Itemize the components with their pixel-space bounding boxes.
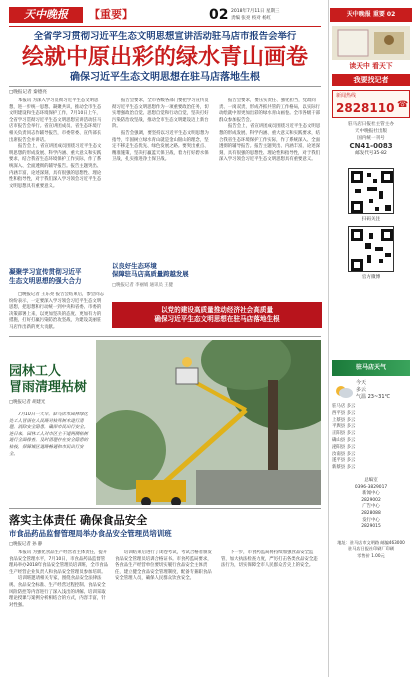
lead-paragraph: 本报讯 为深入学习贯彻习近平生态文明思想，进一步统一思想、凝聚共识，推动全市生态文明建设和生态环境保护工作，7月10日上午，全省学习贯彻习近平生态文明思想宣讲活动驻马店市报告会举行。省宣讲团成员、省生态环境厅相关负责同志作辅导报告，市委常委、宣传部长出席报告会并讲话。 <box>9 98 102 143</box>
price: 零售价 1.00元 <box>357 552 385 558</box>
feature-headline-line-2: 冒雨清理枯树 <box>9 380 88 395</box>
qr-code-1-icon[interactable] <box>348 168 394 214</box>
print-info: 驻马店日报社印刷厂印刷 <box>347 546 395 552</box>
weather-temp: 气温 23~31℃ <box>356 394 391 400</box>
bottom-byline: □晚报记者 孙 静 <box>9 542 43 547</box>
bottom-paragraph: 下一步，市食药监局将持续加强食品安全监管，加大执法检查力度，严厉打击各类食品安全违法行为，切实保障全市人民群众舌尖上的安全。 <box>221 550 318 569</box>
cn-label: 国内统一刊号 <box>357 135 385 141</box>
bottom-paragraph: 本报讯 为强化食品生产经营者主体责任，提升食品安全管理水平，7月10日，市食品药品监督管理局举办2018年食品安全管理员培训班，全市食品生产经营企业负责人和食品安全管理员参加培训。 <box>9 550 108 575</box>
weather-row: 泌阳县 多云 <box>332 444 356 450</box>
feature-byline: □晚报记者 胡建光 <box>9 400 46 405</box>
weather-desc: 多云 <box>356 387 367 393</box>
paper-info <box>332 122 410 158</box>
lead-column-1 <box>9 98 105 264</box>
hotline-box <box>332 90 410 118</box>
contact-value: 0396-3829017 <box>354 484 388 490</box>
weather-today <box>356 380 410 401</box>
feature-headline-line-1: 园林工人 <box>9 364 62 379</box>
sidebar-ad-image <box>332 26 410 60</box>
lead-column-3 <box>219 98 321 332</box>
phone-icon: ☎ <box>397 100 409 110</box>
lead-paragraph: 报告会上，省宣讲团成员围绕习近平生态文明思想的形成发展、科学内涵、重大意义和实践要求，结合我省生态环境保护工作实际，作了系统深入、全面透彻的辅导报告。报告主题突出、内涵丰富，论述深刻，具有很强的思想性、理论性和指导性，对于我们深入学习领会习近平生态文明思想具有重要意义。 <box>219 124 321 163</box>
weather-row: 西平县 多云 <box>332 410 356 416</box>
bottom-divider <box>9 508 321 509</box>
lead-paragraph: 报告会强调，要坚持以习近平生态文明思想为指导，牢固树立绿水青山就是金山银山的理念，坚定不移走生态优先、绿色发展之路。要突出重点、精准施策，坚决打赢蓝天保卫战，着力打好碧水保卫战，扎实推进净土保卫战。 <box>112 130 209 163</box>
sidebar-footer <box>332 540 410 559</box>
qr-1-label: 扫码关注 <box>361 217 381 222</box>
lead-byline: □晚报记者 秦德亮 <box>9 90 47 95</box>
bottom-column-2 <box>115 550 215 670</box>
weather-row: 正阳县 多云 <box>332 431 356 437</box>
date-line <box>231 8 321 22</box>
masthead-rule <box>9 26 321 27</box>
lead-paragraph: 报告会上，省宣讲团成员围绕习近平生态文明思想的形成发展、科学内涵、重大意义和实践要求，结合我省生态环境保护工作实际，作了系统深入、全面透彻的辅导报告。报告主题突出、内涵丰富，论述深刻，具有很强的思想性、理论性和指导性，对于我们深入学习领会习近平生态文明思想具有重要意义。 <box>9 144 102 189</box>
tree-cutting-photo-icon <box>96 340 321 505</box>
newspaper-logo: 天中晚报 <box>9 7 83 23</box>
bottom-subhead: 市食品药品监督管理局举办食品安全管理员培训班 <box>9 529 172 538</box>
lead-paragraph: 报告会要求，全市各级各部门要把学习宣传贯彻习近平生态文明思想作为一项重要政治任务，切实增强政治自觉、思想自觉和行动自觉，坚决打好污染防治攻坚战，推动全市生态文明建设迈上新台阶。 <box>112 98 209 130</box>
hotline-label: 新闻热线 <box>336 93 357 99</box>
slogan-line-1: 以党的建设高质量推动经济社会高质量 <box>160 306 274 314</box>
lead-box-byline: □晚报记者 李丽娟 通讯员 王健 <box>112 283 174 288</box>
cn-code: CN41-0083 <box>349 142 393 151</box>
lead-subhead: 确保习近平生态文明思想在驻马店落地生根 <box>70 72 260 83</box>
section-tag: 【重要】 <box>89 8 133 21</box>
weather-header: 驻马店天气 <box>332 360 410 376</box>
cloud-icon <box>334 380 354 400</box>
weather-day: 今天 <box>356 380 367 386</box>
bottom-headline: 落实主体责任 确保食品安全 <box>9 514 148 527</box>
page-number: 02 <box>209 7 229 23</box>
lead-kicker: 全省学习贯彻习近平生态文明思想宣讲活动驻马店市报告会举行 <box>33 31 297 42</box>
sidebar-banner: 我要找记者 <box>332 74 410 86</box>
lead-box-heading: 以良好生态环境 保障驻马店高质量跨越发展 <box>112 262 189 278</box>
contact-label: 新闻中心 <box>362 491 380 497</box>
second-paragraph: □晚报记者 王东亮 报告会结束后，参会同志纷纷表示，一定要深入学习领会习近平生态文明思想，把思想和行动统一到中央和省委、市委的决策部署上来，以更加坚决的态度、更加有力的措施，打好打赢污染防治攻坚战，为建设美丽驻马店作出新的更大贡献。 <box>9 292 104 330</box>
paper-info-title: 驻马店日报社主管主办 <box>348 122 394 127</box>
issue-date: 2018年7月11日 星期三 <box>231 9 280 14</box>
weather-row: 汝南县 多云 <box>332 451 356 457</box>
address: 地址：驻马店市文明路 邮编463000 <box>337 540 405 545</box>
newspaper-ad-icon <box>332 26 410 60</box>
contact-label: 发行中心 <box>362 517 380 523</box>
second-heading: 凝聚学习宣传贯彻习近平 生态文明思想的强大合力 <box>9 268 82 285</box>
bottom-column-3 <box>221 550 321 670</box>
weather-row: 确山县 多云 <box>332 437 356 443</box>
contact-label: 总编室 <box>364 478 378 483</box>
paper-name: 天中晚报社出版 <box>354 128 388 134</box>
bottom-paragraph: 培训结束后进行了闭卷考试，考试合格者颁发食品安全管理员培训合格证书。市食药监局要求，各食品生产经营单位要切实履行食品安全主体责任，建立健全食品安全管理制度，配备专兼职食品安全管理人员，确保人民群众饮食安全。 <box>115 550 212 582</box>
lead-paragraph: 报告会要求，要压实责任、强化担当，党政同责、一岗双责，形成齐抓共管的工作格局，以实际行动绘就中原更加出彩的绿水青山画卷。全市各级干部群众参加报告会。 <box>219 98 320 123</box>
feature-caption: 7月10日一大早，驻马店市园林绿化处工人冒雨在人民路对枯死树木进行清理，消除安全隐患，确保市民出行安全。连日来，园林工人对市区主干道两侧枯树进行全面排查，及时清理存在安全隐患的枯枝，保障城区道路畅通和市民出行安全。 <box>9 412 89 457</box>
slogan-line-2: 确保习近平生态文明思想在驻马店落地生根 <box>154 315 280 323</box>
contacts <box>332 478 410 531</box>
weather-row: 平舆县 多云 <box>332 424 356 430</box>
contact-value: 2829002 <box>361 497 381 503</box>
sidebar-promo: 读天中 看天下 <box>349 62 393 70</box>
hotline-number: 2828110 <box>336 101 395 115</box>
slogan-banner <box>112 302 322 328</box>
sidebar-badge: 天中晚报 重要 02 <box>330 8 412 22</box>
qr-2-label: 官方微博 <box>361 275 381 280</box>
postal-code: 邮发代号35-82 <box>355 151 387 157</box>
weather-row: 遂平县 多云 <box>332 458 356 464</box>
weather-list <box>332 404 410 472</box>
lead-rule <box>9 86 321 87</box>
weather-row: 上蔡县 多云 <box>332 417 356 423</box>
weather-row: 新蔡县 多云 <box>332 465 356 471</box>
weather-row: 驻马店 多云 <box>332 404 356 409</box>
lead-headline: 绘就中原出彩的绿水青山画卷 <box>21 44 308 70</box>
section-divider <box>9 336 321 337</box>
contact-label: 广告中心 <box>362 504 380 510</box>
contact-value: 2828088 <box>361 510 381 516</box>
qr-code-2-icon[interactable] <box>348 226 394 272</box>
feature-headline <box>9 364 91 396</box>
contact-value: 2829015 <box>361 524 381 530</box>
bottom-paragraph: 培训班邀请相关专家，围绕食品安全法律法规、食品安全标准、生产经营过程控制、食品安全风险防控等内容进行了深入浅出的讲解。培训采取理论授课与案例分析相结合的方式，内容丰富，针对性强。 <box>9 576 106 608</box>
second-body <box>9 292 105 332</box>
editors-line: 责编 张亮 校对 杨红 <box>231 16 272 21</box>
feature-photo <box>96 340 321 505</box>
bottom-column-1 <box>9 550 109 670</box>
